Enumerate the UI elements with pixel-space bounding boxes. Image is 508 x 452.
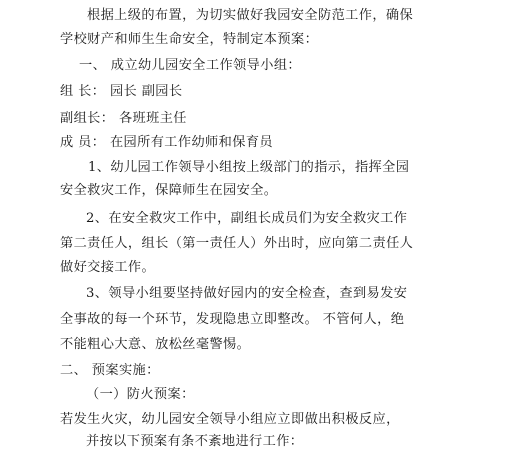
paragraph-line: 做好交接工作。 xyxy=(60,260,156,275)
paragraph-line: 学校财产和师生生命安全，特制定本预案： xyxy=(60,32,319,47)
paragraph-line: 安全救灾工作，保障师生在园安全。 xyxy=(60,183,278,198)
paragraph-line: 不能粗心大意、放松丝毫警惕。 xyxy=(60,337,251,352)
paragraph-line: 若发生火灾，幼儿园安全领导小组应立即做出积极反应， xyxy=(60,412,400,427)
paragraph-line: 并按以下预案有条不紊地进行工作： xyxy=(86,434,304,449)
deputy-leader-line: 副组长： 各班班主任 xyxy=(60,111,187,126)
group-leader-line: 组 长： 园长 副园长 xyxy=(60,84,183,99)
section-heading: 二、 预案实施： xyxy=(60,363,160,378)
paragraph-line: 第二责任人，组长（第一责任人）外出时，应向第二责任人 xyxy=(60,236,414,251)
section-heading: 一、 成立幼儿园安全工作领导小组： xyxy=(79,58,301,73)
paragraph-line: 全事故的每一个环节，发现隐患立即整改。 不管何人，绝 xyxy=(60,312,405,327)
members-line: 成 员： 在园所有工作幼师和保育员 xyxy=(60,135,273,150)
subsection-heading: （一）防火预案： xyxy=(86,387,195,402)
paragraph-line: 根据上级的布置，为切实做好我园安全防范工作，确保 xyxy=(87,8,414,23)
paragraph-line: 1、幼儿园工作领导小组按上级部门的指示，指挥全园 xyxy=(88,160,410,175)
paragraph-line: 3、领导小组要坚持做好园内的安全检查，查到易发安 xyxy=(86,286,408,301)
paragraph-line: 2、在安全救灾工作中，副组长成员们为安全救灾工作 xyxy=(86,211,408,226)
